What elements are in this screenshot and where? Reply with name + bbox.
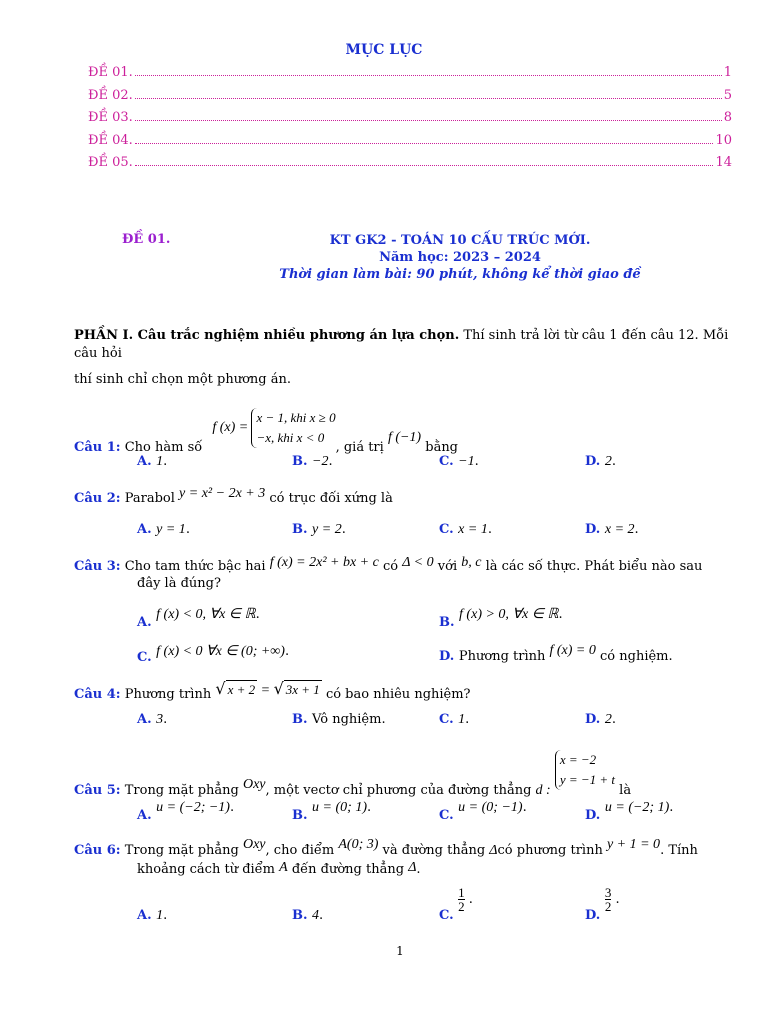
q1-option-b[interactable]: B. −2. <box>292 454 333 469</box>
q5-option-c[interactable]: C. u = (0; −1). <box>439 800 527 823</box>
q6-option-b[interactable]: B. 4. <box>292 908 324 923</box>
parametric-line: x = −2 y = −1 + t <box>555 750 615 790</box>
q6-option-c[interactable]: C. $\frac{1}{2}$ . <box>439 885 473 923</box>
exam-code: ĐỀ 01. <box>122 232 171 247</box>
question-3: Câu 3: Cho tam thức bậc hai f (x) = 2x² + bx + c có Δ < 0 với b, c là các số thực. Phát biểu nào sau <box>74 555 703 574</box>
toc-entry-label: ĐỀ 03. <box>88 110 133 125</box>
toc-entry[interactable] <box>88 152 732 170</box>
part1-instruction-2: thí sinh chỉ chọn một phương án. <box>74 372 292 387</box>
question-text: Cho hàm số <box>120 439 203 455</box>
question-2: Câu 2: Parabol y = x² − 2x + 3 có trục đối xứng là <box>74 486 393 506</box>
toc-entry[interactable] <box>88 107 732 125</box>
q6-option-d[interactable]: D. $\frac{3}{2}$ . <box>585 885 620 923</box>
q4-option-a[interactable]: A. 3. <box>137 712 168 727</box>
q1-option-d[interactable]: D. 2. <box>585 454 617 469</box>
toc-title: MỤC LỤC <box>345 42 423 58</box>
toc-entry-page: 5 <box>723 87 732 103</box>
toc-leader-dots <box>135 143 714 144</box>
question-1: Câu 1: Cho hàm số f (x) = x − 1, khi x ≥ 0 −x, khi x < 0 , giá trị f (−1) bằng <box>74 410 459 455</box>
toc-entry[interactable] <box>88 130 732 148</box>
q3-option-b[interactable]: B. f (x) > 0, ∀x ∈ ℝ. <box>439 607 563 630</box>
question-3-line2: đây là đúng? <box>137 576 221 591</box>
q1-option-c[interactable]: C. −1. <box>439 454 479 469</box>
question-6: Câu 6: Trong mặt phẳng Oxy, cho điểm A(0; 3) và đường thẳng Δcó phương trình y + 1 = 0. Tính <box>74 837 698 858</box>
toc-leader-dots <box>135 98 722 99</box>
question-4: Câu 4: Phương trình √ x + 2 = √ 3x + 1 có bao nhiêu nghiệm? <box>74 679 471 702</box>
q2-option-a[interactable]: A. y = 1. <box>137 522 190 537</box>
q5-option-b[interactable]: B. u = (0; 1). <box>292 800 372 823</box>
toc-entry-label: ĐỀ 01. <box>88 65 133 80</box>
page-number: 1 <box>396 944 404 958</box>
toc-entry[interactable] <box>88 85 732 103</box>
toc-entry-page: 1 <box>723 65 732 80</box>
q2-option-b[interactable]: B. y = 2. <box>292 522 346 537</box>
q3-option-d[interactable]: D. Phương trình f (x) = 0 có nghiệm. <box>439 643 673 664</box>
exam-title: KT GK2 - TOÁN 10 CẤU TRÚC MỚI. <box>329 233 591 248</box>
exam-header <box>230 232 690 283</box>
toc-leader-dots <box>135 75 722 76</box>
exam-time: Thời gian làm bài: 90 phút, không kể thời giao đề <box>279 267 641 282</box>
toc-leader-dots <box>135 165 714 166</box>
q6-option-a[interactable]: A. 1. <box>137 908 168 923</box>
toc-entry-label: ĐỀ 05. <box>88 155 133 170</box>
q3-option-c[interactable]: C. f (x) < 0 ∀x ∈ (0; +∞). <box>137 644 290 665</box>
part1-instruction: Thí sinh trả lời từ câu 1 đến câu 12. Mỗi câu hỏi <box>74 328 729 361</box>
toc-leader-dots <box>135 120 722 121</box>
q2-option-c[interactable]: C. x = 1. <box>439 522 492 537</box>
toc-entry-page: 8 <box>723 110 732 125</box>
toc-entry[interactable] <box>88 62 732 80</box>
question-5: Câu 5: Trong mặt phẳng Oxy, một vectơ chỉ phương của đường thẳng d : x = −2 y = −1 + t là <box>74 752 632 798</box>
toc-entry-label: ĐỀ 02. <box>88 87 133 103</box>
piecewise-function: f (x) = x − 1, khi x ≥ 0 −x, khi x < 0 <box>212 408 335 448</box>
q4-option-d[interactable]: D. 2. <box>585 712 617 727</box>
q2-option-d[interactable]: D. x = 2. <box>585 522 639 537</box>
q1-option-a[interactable]: A. 1. <box>137 454 168 469</box>
toc-entry-label: ĐỀ 04. <box>88 132 133 148</box>
part1-heading <box>74 327 734 363</box>
school-year: Năm học: 2023 – 2024 <box>379 250 541 265</box>
q5-option-d[interactable]: D. u = (−2; 1). <box>585 800 674 823</box>
question-label: Câu 1: <box>74 439 121 455</box>
toc-entry-page: 10 <box>715 132 732 148</box>
toc-entry-page: 14 <box>715 155 732 170</box>
part1-title: PHẦN I. Câu trắc nghiệm nhiều phương án lựa chọn. <box>74 328 460 343</box>
q4-option-c[interactable]: C. 1. <box>439 712 470 727</box>
q3-option-a[interactable]: A. f (x) < 0, ∀x ∈ ℝ. <box>137 607 260 630</box>
q4-option-b[interactable]: B. Vô nghiệm. <box>292 712 386 727</box>
q5-option-a[interactable]: A. u = (−2; −1). <box>137 800 235 823</box>
question-6-line2: khoảng cách từ điểm A đến đường thẳng Δ. <box>137 860 421 877</box>
